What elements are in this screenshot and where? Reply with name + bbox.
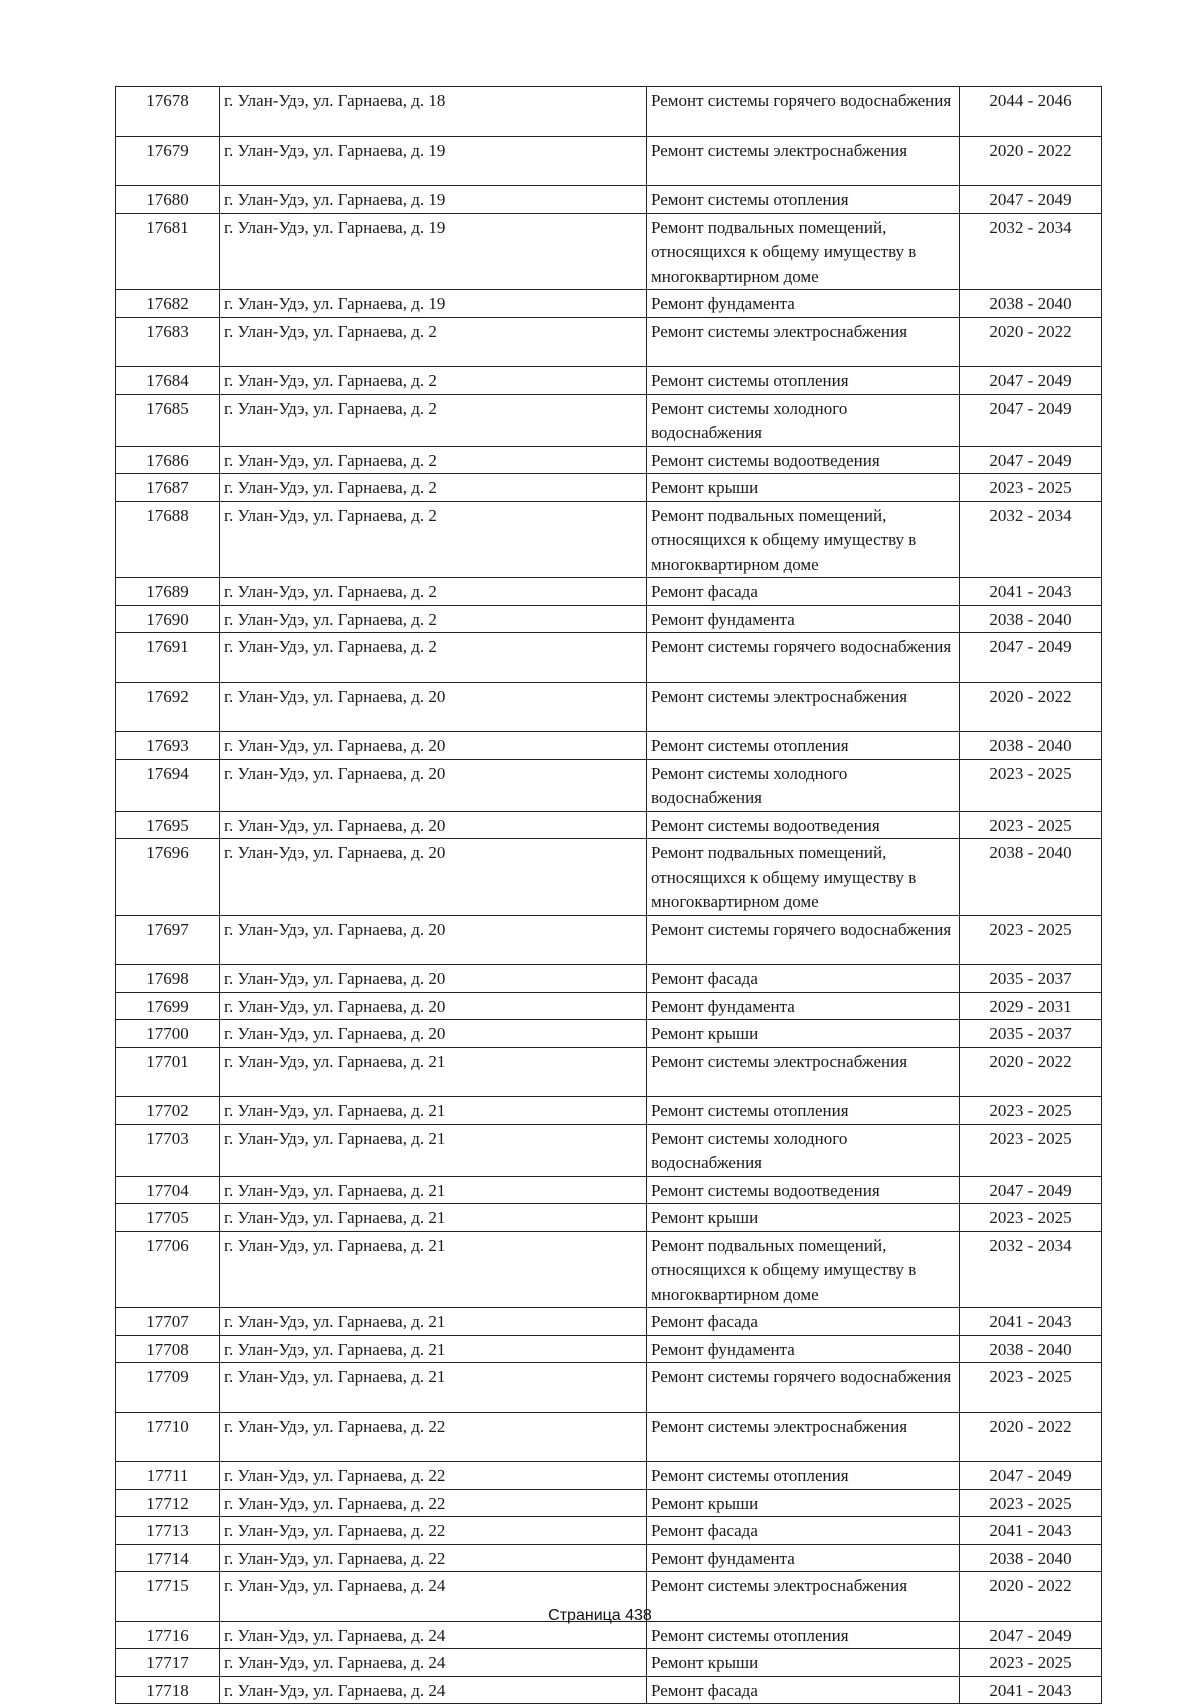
years-cell: 2047 - 2049 bbox=[960, 1621, 1102, 1649]
row-number-cell: 17699 bbox=[116, 992, 220, 1020]
address-cell: г. Улан-Удэ, ул. Гарнаева, д. 2 bbox=[220, 317, 647, 367]
years-cell: 2032 - 2034 bbox=[960, 501, 1102, 578]
address-cell: г. Улан-Удэ, ул. Гарнаева, д. 21 bbox=[220, 1363, 647, 1413]
address-cell: г. Улан-Удэ, ул. Гарнаева, д. 21 bbox=[220, 1097, 647, 1125]
years-cell: 2041 - 2043 bbox=[960, 578, 1102, 606]
work-type-cell: Ремонт подвальных помещений, относящихся к общему имуществу в многоквартирном доме bbox=[647, 501, 960, 578]
address-cell: г. Улан-Удэ, ул. Гарнаева, д. 2 bbox=[220, 578, 647, 606]
row-number-cell: 17701 bbox=[116, 1047, 220, 1097]
work-type-cell: Ремонт системы отопления bbox=[647, 732, 960, 760]
years-cell: 2023 - 2025 bbox=[960, 1363, 1102, 1413]
table-row bbox=[116, 501, 1102, 578]
address-cell: г. Улан-Удэ, ул. Гарнаева, д. 24 bbox=[220, 1676, 647, 1704]
row-number-cell: 17706 bbox=[116, 1231, 220, 1308]
row-number-cell: 17690 bbox=[116, 605, 220, 633]
address-cell: г. Улан-Удэ, ул. Гарнаева, д. 22 bbox=[220, 1489, 647, 1517]
row-number-cell: 17698 bbox=[116, 965, 220, 993]
years-cell: 2020 - 2022 bbox=[960, 317, 1102, 367]
address-cell: г. Улан-Удэ, ул. Гарнаева, д. 19 bbox=[220, 186, 647, 214]
row-number-cell: 17708 bbox=[116, 1335, 220, 1363]
years-cell: 2047 - 2049 bbox=[960, 186, 1102, 214]
work-type-cell: Ремонт системы отопления bbox=[647, 1462, 960, 1490]
years-cell: 2047 - 2049 bbox=[960, 1176, 1102, 1204]
address-cell: г. Улан-Удэ, ул. Гарнаева, д. 20 bbox=[220, 682, 647, 732]
table-row bbox=[116, 394, 1102, 446]
row-number-cell: 17704 bbox=[116, 1176, 220, 1204]
work-type-cell: Ремонт крыши bbox=[647, 1649, 960, 1677]
address-cell: г. Улан-Удэ, ул. Гарнаева, д. 2 bbox=[220, 501, 647, 578]
work-type-cell: Ремонт фасада bbox=[647, 1517, 960, 1545]
address-cell: г. Улан-Удэ, ул. Гарнаева, д. 2 bbox=[220, 605, 647, 633]
row-number-cell: 17693 bbox=[116, 732, 220, 760]
work-type-cell: Ремонт системы холодного водоснабжения bbox=[647, 1124, 960, 1176]
table-row bbox=[116, 1231, 1102, 1308]
work-type-cell: Ремонт фундамента bbox=[647, 1544, 960, 1572]
work-type-cell: Ремонт подвальных помещений, относящихся к общему имуществу в многоквартирном доме bbox=[647, 1231, 960, 1308]
table-row bbox=[116, 1517, 1102, 1545]
years-cell: 2029 - 2031 bbox=[960, 992, 1102, 1020]
address-cell: г. Улан-Удэ, ул. Гарнаева, д. 2 bbox=[220, 633, 647, 683]
table-row bbox=[116, 1544, 1102, 1572]
address-cell: г. Улан-Удэ, ул. Гарнаева, д. 20 bbox=[220, 759, 647, 811]
table-row bbox=[116, 317, 1102, 367]
years-cell: 2047 - 2049 bbox=[960, 367, 1102, 395]
table-row bbox=[116, 87, 1102, 137]
years-cell: 2038 - 2040 bbox=[960, 290, 1102, 318]
work-type-cell: Ремонт системы холодного водоснабжения bbox=[647, 394, 960, 446]
years-cell: 2047 - 2049 bbox=[960, 1462, 1102, 1490]
address-cell: г. Улан-Удэ, ул. Гарнаева, д. 22 bbox=[220, 1412, 647, 1462]
address-cell: г. Улан-Удэ, ул. Гарнаева, д. 24 bbox=[220, 1621, 647, 1649]
work-type-cell: Ремонт системы холодного водоснабжения bbox=[647, 759, 960, 811]
years-cell: 2023 - 2025 bbox=[960, 1097, 1102, 1125]
years-cell: 2041 - 2043 bbox=[960, 1517, 1102, 1545]
work-type-cell: Ремонт системы водоотведения bbox=[647, 446, 960, 474]
row-number-cell: 17707 bbox=[116, 1308, 220, 1336]
work-type-cell: Ремонт системы электроснабжения bbox=[647, 136, 960, 186]
row-number-cell: 17687 bbox=[116, 474, 220, 502]
repair-schedule-table bbox=[115, 86, 1102, 1704]
table-row bbox=[116, 1308, 1102, 1336]
work-type-cell: Ремонт фундамента bbox=[647, 992, 960, 1020]
address-cell: г. Улан-Удэ, ул. Гарнаева, д. 20 bbox=[220, 992, 647, 1020]
row-number-cell: 17710 bbox=[116, 1412, 220, 1462]
table-row bbox=[116, 915, 1102, 965]
address-cell: г. Улан-Удэ, ул. Гарнаева, д. 20 bbox=[220, 811, 647, 839]
work-type-cell: Ремонт системы отопления bbox=[647, 186, 960, 214]
row-number-cell: 17688 bbox=[116, 501, 220, 578]
table-row bbox=[116, 1020, 1102, 1048]
address-cell: г. Улан-Удэ, ул. Гарнаева, д. 2 bbox=[220, 446, 647, 474]
years-cell: 2020 - 2022 bbox=[960, 682, 1102, 732]
table-row bbox=[116, 1621, 1102, 1649]
work-type-cell: Ремонт системы отопления bbox=[647, 1097, 960, 1125]
row-number-cell: 17703 bbox=[116, 1124, 220, 1176]
table-row bbox=[116, 605, 1102, 633]
years-cell: 2047 - 2049 bbox=[960, 446, 1102, 474]
years-cell: 2047 - 2049 bbox=[960, 633, 1102, 683]
years-cell: 2023 - 2025 bbox=[960, 1124, 1102, 1176]
row-number-cell: 17705 bbox=[116, 1204, 220, 1232]
row-number-cell: 17714 bbox=[116, 1544, 220, 1572]
address-cell: г. Улан-Удэ, ул. Гарнаева, д. 20 bbox=[220, 915, 647, 965]
row-number-cell: 17681 bbox=[116, 213, 220, 290]
table-row bbox=[116, 1412, 1102, 1462]
table-body bbox=[116, 87, 1102, 1704]
years-cell: 2032 - 2034 bbox=[960, 1231, 1102, 1308]
row-number-cell: 17680 bbox=[116, 186, 220, 214]
work-type-cell: Ремонт фасада bbox=[647, 578, 960, 606]
work-type-cell: Ремонт системы горячего водоснабжения bbox=[647, 87, 960, 137]
years-cell: 2041 - 2043 bbox=[960, 1676, 1102, 1704]
table-row bbox=[116, 811, 1102, 839]
table-row bbox=[116, 186, 1102, 214]
work-type-cell: Ремонт фасада bbox=[647, 965, 960, 993]
address-cell: г. Улан-Удэ, ул. Гарнаева, д. 24 bbox=[220, 1572, 647, 1622]
table-row bbox=[116, 633, 1102, 683]
table-row bbox=[116, 1176, 1102, 1204]
work-type-cell: Ремонт системы отопления bbox=[647, 367, 960, 395]
address-cell: г. Улан-Удэ, ул. Гарнаева, д. 19 bbox=[220, 290, 647, 318]
work-type-cell: Ремонт системы электроснабжения bbox=[647, 317, 960, 367]
table-row bbox=[116, 1097, 1102, 1125]
address-cell: г. Улан-Удэ, ул. Гарнаева, д. 19 bbox=[220, 136, 647, 186]
row-number-cell: 17702 bbox=[116, 1097, 220, 1125]
years-cell: 2047 - 2049 bbox=[960, 394, 1102, 446]
address-cell: г. Улан-Удэ, ул. Гарнаева, д. 21 bbox=[220, 1124, 647, 1176]
row-number-cell: 17715 bbox=[116, 1572, 220, 1622]
work-type-cell: Ремонт фундамента bbox=[647, 605, 960, 633]
address-cell: г. Улан-Удэ, ул. Гарнаева, д. 21 bbox=[220, 1308, 647, 1336]
row-number-cell: 17716 bbox=[116, 1621, 220, 1649]
row-number-cell: 17683 bbox=[116, 317, 220, 367]
years-cell: 2023 - 2025 bbox=[960, 1204, 1102, 1232]
table-row bbox=[116, 732, 1102, 760]
address-cell: г. Улан-Удэ, ул. Гарнаева, д. 2 bbox=[220, 474, 647, 502]
table-row bbox=[116, 474, 1102, 502]
years-cell: 2020 - 2022 bbox=[960, 1412, 1102, 1462]
work-type-cell: Ремонт крыши bbox=[647, 1489, 960, 1517]
years-cell: 2023 - 2025 bbox=[960, 759, 1102, 811]
row-number-cell: 17700 bbox=[116, 1020, 220, 1048]
row-number-cell: 17712 bbox=[116, 1489, 220, 1517]
years-cell: 2038 - 2040 bbox=[960, 1335, 1102, 1363]
table-row bbox=[116, 446, 1102, 474]
address-cell: г. Улан-Удэ, ул. Гарнаева, д. 22 bbox=[220, 1517, 647, 1545]
address-cell: г. Улан-Удэ, ул. Гарнаева, д. 20 bbox=[220, 732, 647, 760]
address-cell: г. Улан-Удэ, ул. Гарнаева, д. 2 bbox=[220, 367, 647, 395]
work-type-cell: Ремонт фундамента bbox=[647, 1335, 960, 1363]
work-type-cell: Ремонт фасада bbox=[647, 1676, 960, 1704]
table-row bbox=[116, 1204, 1102, 1232]
address-cell: г. Улан-Удэ, ул. Гарнаева, д. 20 bbox=[220, 1020, 647, 1048]
address-cell: г. Улан-Удэ, ул. Гарнаева, д. 20 bbox=[220, 839, 647, 916]
row-number-cell: 17709 bbox=[116, 1363, 220, 1413]
work-type-cell: Ремонт крыши bbox=[647, 474, 960, 502]
years-cell: 2038 - 2040 bbox=[960, 839, 1102, 916]
row-number-cell: 17697 bbox=[116, 915, 220, 965]
years-cell: 2032 - 2034 bbox=[960, 213, 1102, 290]
table-row bbox=[116, 759, 1102, 811]
address-cell: г. Улан-Удэ, ул. Гарнаева, д. 21 bbox=[220, 1047, 647, 1097]
work-type-cell: Ремонт системы водоотведения bbox=[647, 1176, 960, 1204]
years-cell: 2023 - 2025 bbox=[960, 474, 1102, 502]
address-cell: г. Улан-Удэ, ул. Гарнаева, д. 21 bbox=[220, 1231, 647, 1308]
row-number-cell: 17686 bbox=[116, 446, 220, 474]
table-row bbox=[116, 682, 1102, 732]
table-row bbox=[116, 367, 1102, 395]
years-cell: 2041 - 2043 bbox=[960, 1308, 1102, 1336]
address-cell: г. Улан-Удэ, ул. Гарнаева, д. 18 bbox=[220, 87, 647, 137]
years-cell: 2023 - 2025 bbox=[960, 915, 1102, 965]
table-row bbox=[116, 1462, 1102, 1490]
row-number-cell: 17696 bbox=[116, 839, 220, 916]
work-type-cell: Ремонт системы электроснабжения bbox=[647, 1572, 960, 1622]
table-row bbox=[116, 1363, 1102, 1413]
table-row bbox=[116, 1335, 1102, 1363]
row-number-cell: 17692 bbox=[116, 682, 220, 732]
years-cell: 2035 - 2037 bbox=[960, 1020, 1102, 1048]
table-row bbox=[116, 1676, 1102, 1704]
work-type-cell: Ремонт системы горячего водоснабжения bbox=[647, 915, 960, 965]
row-number-cell: 17695 bbox=[116, 811, 220, 839]
row-number-cell: 17689 bbox=[116, 578, 220, 606]
years-cell: 2023 - 2025 bbox=[960, 811, 1102, 839]
row-number-cell: 17718 bbox=[116, 1676, 220, 1704]
work-type-cell: Ремонт системы электроснабжения bbox=[647, 1412, 960, 1462]
work-type-cell: Ремонт системы водоотведения bbox=[647, 811, 960, 839]
address-cell: г. Улан-Удэ, ул. Гарнаева, д. 19 bbox=[220, 213, 647, 290]
years-cell: 2020 - 2022 bbox=[960, 1572, 1102, 1622]
page-number: Страница 438 bbox=[548, 1607, 652, 1624]
row-number-cell: 17678 bbox=[116, 87, 220, 137]
years-cell: 2035 - 2037 bbox=[960, 965, 1102, 993]
work-type-cell: Ремонт фасада bbox=[647, 1308, 960, 1336]
row-number-cell: 17713 bbox=[116, 1517, 220, 1545]
address-cell: г. Улан-Удэ, ул. Гарнаева, д. 21 bbox=[220, 1176, 647, 1204]
row-number-cell: 17682 bbox=[116, 290, 220, 318]
work-type-cell: Ремонт системы горячего водоснабжения bbox=[647, 1363, 960, 1413]
table-row bbox=[116, 136, 1102, 186]
table-row bbox=[116, 1124, 1102, 1176]
table-row bbox=[116, 1649, 1102, 1677]
work-type-cell: Ремонт крыши bbox=[647, 1204, 960, 1232]
table-row bbox=[116, 992, 1102, 1020]
work-type-cell: Ремонт подвальных помещений, относящихся к общему имуществу в многоквартирном доме bbox=[647, 213, 960, 290]
years-cell: 2038 - 2040 bbox=[960, 605, 1102, 633]
work-type-cell: Ремонт крыши bbox=[647, 1020, 960, 1048]
row-number-cell: 17691 bbox=[116, 633, 220, 683]
work-type-cell: Ремонт системы электроснабжения bbox=[647, 682, 960, 732]
table-row bbox=[116, 839, 1102, 916]
address-cell: г. Улан-Удэ, ул. Гарнаева, д. 21 bbox=[220, 1335, 647, 1363]
years-cell: 2020 - 2022 bbox=[960, 1047, 1102, 1097]
years-cell: 2038 - 2040 bbox=[960, 732, 1102, 760]
table-row bbox=[116, 1489, 1102, 1517]
row-number-cell: 17684 bbox=[116, 367, 220, 395]
years-cell: 2038 - 2040 bbox=[960, 1544, 1102, 1572]
address-cell: г. Улан-Удэ, ул. Гарнаева, д. 22 bbox=[220, 1544, 647, 1572]
address-cell: г. Улан-Удэ, ул. Гарнаева, д. 2 bbox=[220, 394, 647, 446]
table-row bbox=[116, 213, 1102, 290]
work-type-cell: Ремонт подвальных помещений, относящихся к общему имуществу в многоквартирном доме bbox=[647, 839, 960, 916]
work-type-cell: Ремонт системы отопления bbox=[647, 1621, 960, 1649]
table-row bbox=[116, 965, 1102, 993]
row-number-cell: 17717 bbox=[116, 1649, 220, 1677]
row-number-cell: 17711 bbox=[116, 1462, 220, 1490]
address-cell: г. Улан-Удэ, ул. Гарнаева, д. 20 bbox=[220, 965, 647, 993]
years-cell: 2020 - 2022 bbox=[960, 136, 1102, 186]
work-type-cell: Ремонт системы электроснабжения bbox=[647, 1047, 960, 1097]
work-type-cell: Ремонт системы горячего водоснабжения bbox=[647, 633, 960, 683]
row-number-cell: 17685 bbox=[116, 394, 220, 446]
years-cell: 2023 - 2025 bbox=[960, 1649, 1102, 1677]
address-cell: г. Улан-Удэ, ул. Гарнаева, д. 22 bbox=[220, 1462, 647, 1490]
address-cell: г. Улан-Удэ, ул. Гарнаева, д. 21 bbox=[220, 1204, 647, 1232]
work-type-cell: Ремонт фундамента bbox=[647, 290, 960, 318]
years-cell: 2044 - 2046 bbox=[960, 87, 1102, 137]
years-cell: 2023 - 2025 bbox=[960, 1489, 1102, 1517]
row-number-cell: 17679 bbox=[116, 136, 220, 186]
row-number-cell: 17694 bbox=[116, 759, 220, 811]
table-row bbox=[116, 578, 1102, 606]
address-cell: г. Улан-Удэ, ул. Гарнаева, д. 24 bbox=[220, 1649, 647, 1677]
table-row bbox=[116, 290, 1102, 318]
table-row bbox=[116, 1047, 1102, 1097]
